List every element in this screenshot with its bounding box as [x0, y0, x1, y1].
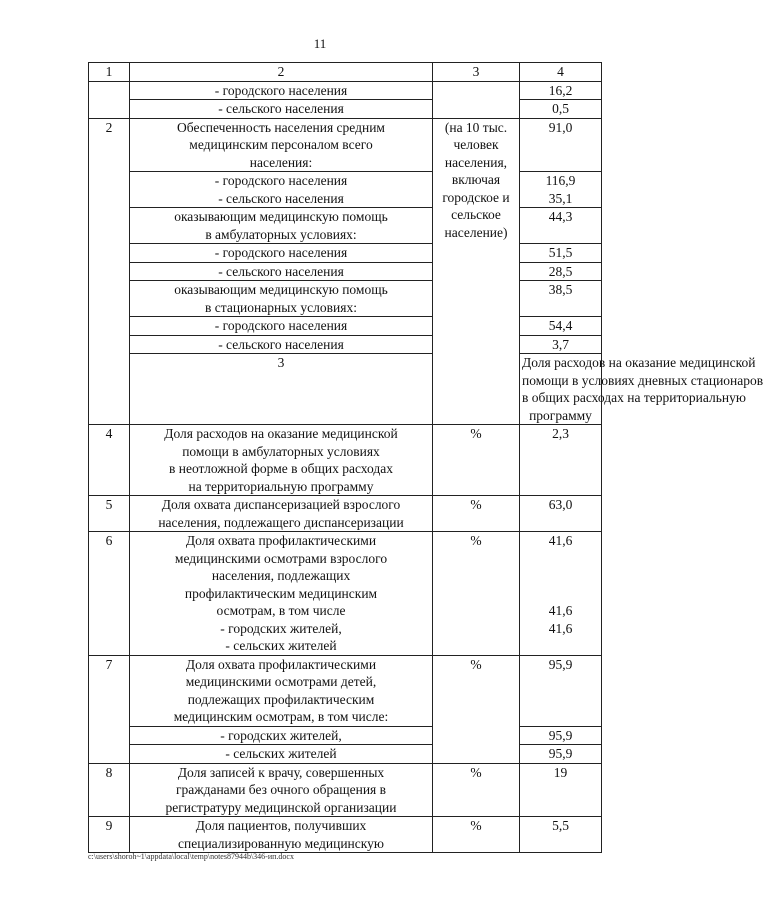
row-value: 116,9 35,1: [520, 172, 602, 208]
row-name: - сельского населения: [130, 100, 433, 119]
row-name: Доля охвата профилактическими медицинскими осмотрами взрослого населения, подлежащих профилактическим медицинским осмотрам, в том числе - городских жителей, - сельских жителей: [130, 532, 433, 656]
row-value: 5,5: [520, 817, 602, 853]
table-row: [89, 100, 602, 119]
row-name: - сельских жителей: [130, 745, 433, 764]
row-name: Доля пациентов, получивших специализированную медицинскую: [130, 817, 433, 853]
table-row: [89, 244, 602, 263]
header-col-3: 3: [433, 63, 520, 82]
row-name: - сельского населения: [130, 262, 433, 281]
table-row: [89, 281, 602, 317]
row-name: - сельского населения: [130, 335, 433, 354]
table-row: [89, 335, 602, 354]
row-name: Доля расходов на оказание медицинской помощи в амбулаторных условиях в неотложной форме в общих расходах на территориальную программу: [130, 425, 433, 496]
row-units: %: [433, 817, 520, 853]
table-row: [89, 532, 602, 656]
row-number: 8: [89, 763, 130, 817]
header-col-2: 2: [130, 63, 433, 82]
row-name: - городского населения: [130, 244, 433, 263]
table-row: [89, 425, 602, 496]
table-row: [89, 354, 602, 425]
row-value: 51,5: [520, 244, 602, 263]
row-name: Доля охвата диспансеризацией взрослого населения, подлежащего диспансеризации: [130, 496, 433, 532]
header-col-1: 1: [89, 63, 130, 82]
row-value: 95,9: [520, 745, 602, 764]
row-value: 63,0: [520, 496, 602, 532]
table-row: [89, 763, 602, 817]
row-number-empty: [89, 81, 130, 118]
row-units: (на 10 тыс. человек населения, включая городское и сельское население): [433, 118, 520, 425]
row-name: - городского населения: [130, 81, 433, 100]
row-name: Доля охвата профилактическими медицинскими осмотрами детей, подлежащих профилактическим медицинским осмотрам, в том числе:: [130, 655, 433, 726]
row-value: 54,4: [520, 317, 602, 336]
row-name: оказывающим медицинскую помощь в амбулаторных условиях:: [130, 208, 433, 244]
row-number: 2: [89, 118, 130, 425]
row-value: 0,5: [520, 100, 602, 119]
row-value: 38,5: [520, 281, 602, 317]
row-number: 7: [89, 655, 130, 763]
table-row: [89, 496, 602, 532]
row-value: 95,9: [520, 726, 602, 745]
row-name: - городского населения: [130, 317, 433, 336]
row-number: 9: [89, 817, 130, 853]
table-row: [89, 81, 602, 100]
row-units: %: [433, 425, 520, 496]
row-name: Доля записей к врачу, совершенных гражданами без очного обращения в регистратуру медицинской организации: [130, 763, 433, 817]
table-row: [89, 745, 602, 764]
table-header-row: [89, 63, 602, 82]
row-value: 28,5: [520, 262, 602, 281]
table-row: [89, 817, 602, 853]
row-value: 16,2: [520, 81, 602, 100]
row-units-empty: [433, 81, 520, 118]
row-value: 3,7: [520, 335, 602, 354]
row-number: 3: [130, 354, 433, 425]
row-units: %: [433, 532, 520, 656]
row-units: %: [433, 655, 520, 763]
table-row: [89, 172, 602, 208]
page-number: 11: [313, 36, 327, 51]
table-row: [89, 726, 602, 745]
table-row: [89, 262, 602, 281]
row-name: - городских жителей,: [130, 726, 433, 745]
table-row: [89, 655, 602, 726]
row-number: 6: [89, 532, 130, 656]
table-row: [89, 118, 602, 172]
row-name: Обеспеченность населения средним медицинским персоналом всего населения:: [130, 118, 433, 172]
row-name: - городского населения - сельского населения: [130, 172, 433, 208]
footer-file-path: c:\users\shoroh~1\appdata\local\temp\notes87944b\346-ип.docx: [88, 852, 294, 861]
row-value: 2,3: [520, 425, 602, 496]
row-value: 91,0: [520, 118, 602, 172]
row-units: %: [433, 496, 520, 532]
row-value: 44,3: [520, 208, 602, 244]
table-row: [89, 317, 602, 336]
header-col-4: 4: [520, 63, 602, 82]
row-number: 4: [89, 425, 130, 496]
row-value: 41,6 41,6 41,6: [520, 532, 602, 656]
row-number: 5: [89, 496, 130, 532]
table-row: [89, 208, 602, 244]
row-value: 95,9: [520, 655, 602, 726]
row-name: Доля расходов на оказание медицинской помощи в условиях дневных стационаров в общих расходах на территориальную программу: [520, 354, 602, 425]
indicators-table: [88, 62, 763, 853]
row-name: оказывающим медицинскую помощь в стационарных условиях:: [130, 281, 433, 317]
row-value: 19: [520, 763, 602, 817]
row-units: %: [433, 763, 520, 817]
